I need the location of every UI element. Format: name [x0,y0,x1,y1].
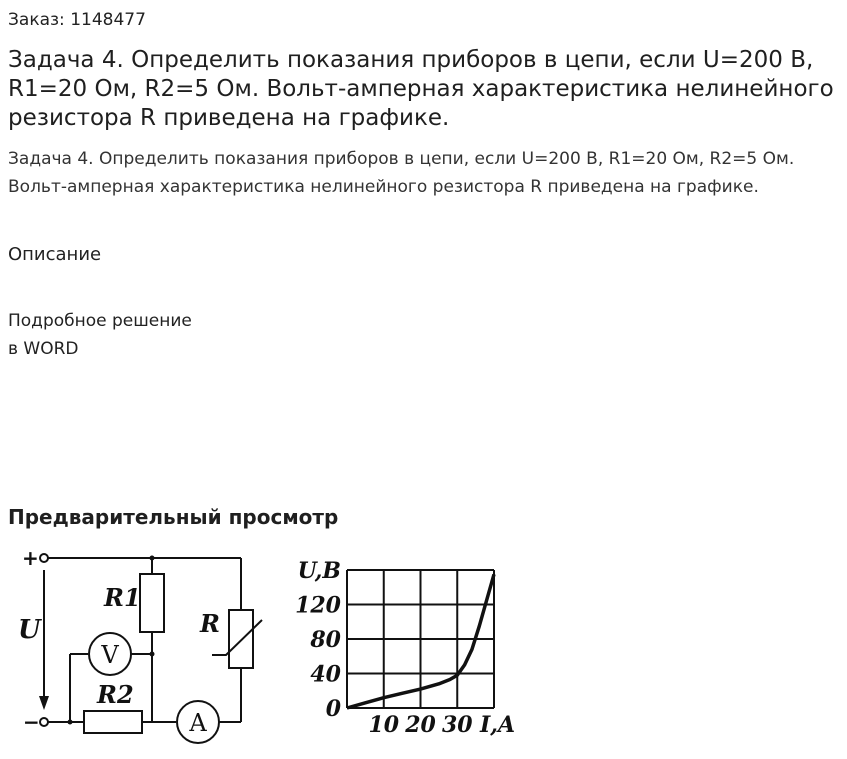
x-tick-label: 20 [405,712,436,738]
y-tick-label: 0 [325,696,341,722]
r1-resistor [140,574,164,632]
x-tick-label: 10 [368,712,400,738]
y-axis-label: U,B [297,558,341,584]
r1-label: R1 [104,583,141,612]
r-label: R [200,609,220,638]
y-tick-label: 80 [310,627,341,653]
minus-terminal [40,718,48,726]
plus-terminal [40,554,48,562]
minus-label: − [23,710,40,734]
solution-details [8,307,192,363]
r-nonlinear-resistor [229,610,253,668]
order-number: 1148477 [70,10,146,30]
r2-resistor [84,711,142,733]
r2-label: R2 [97,680,134,709]
preview-heading: Предварительный просмотр [8,505,339,529]
page-title: Задача 4. Определить показания приборов в цепи, если U=200 В, R1=20 Ом, R2=5 Ом. Вольт-амперная характеристика нелинейного резистора R приведена на графике. [8,47,834,131]
plus-label: + [22,546,39,570]
y-tick-label: 40 [310,661,341,688]
voltage-arrow [39,696,49,710]
y-tick-label: 120 [295,592,341,619]
vac-chart [295,558,515,738]
details-line-1: Подробное решение [8,311,192,331]
order-label: Заказ: [8,10,65,30]
x-axis-label: I,A [480,712,516,738]
circuit-diagram [39,554,262,743]
x-tick-label: 30 [441,712,473,738]
order-line [8,10,146,30]
description-heading: Описание [8,244,102,265]
voltmeter-label: V [101,641,119,669]
details-line-2: в WORD [8,339,79,359]
ammeter-label: A [189,709,207,737]
task-description: Задача 4. Определить показания приборов в цепи, если U=200 В, R1=20 Ом, R2=5 Ом. Вольт-амперная характеристика нелинейного резистора R приведена на графике. [8,149,795,197]
preview-image [0,540,847,759]
voltage-label: U [18,615,41,645]
